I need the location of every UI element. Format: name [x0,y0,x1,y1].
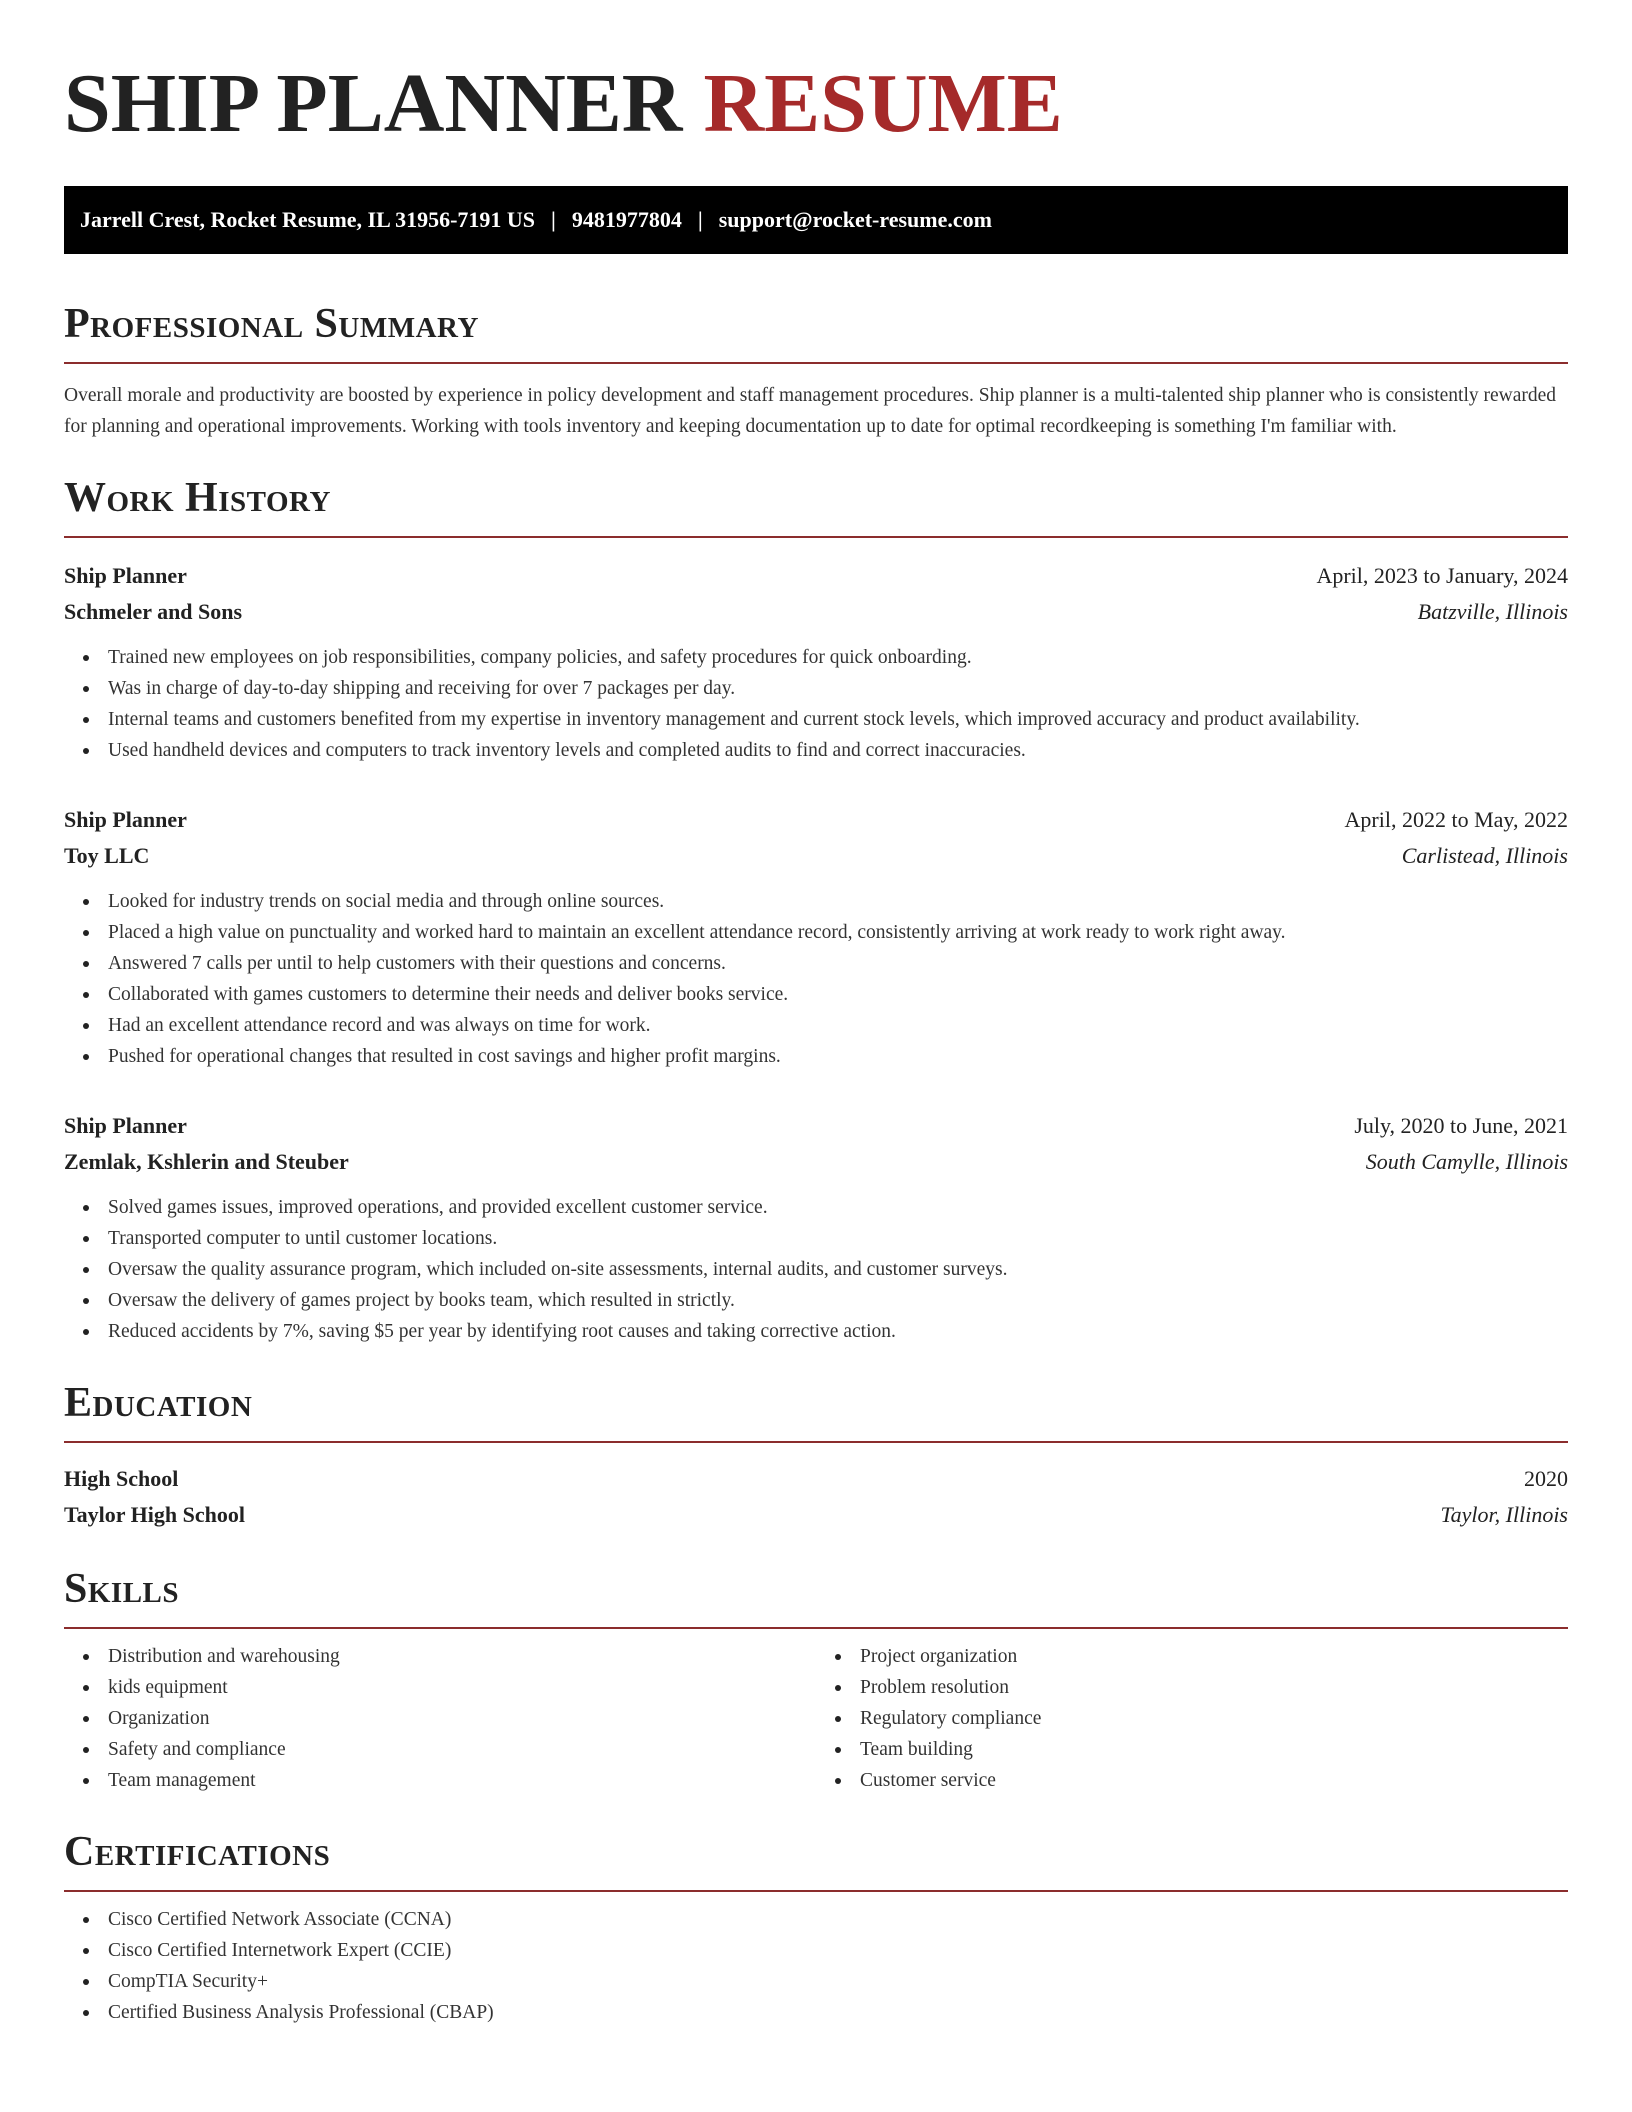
contact-separator: | [697,207,703,232]
list-item: Team building [860,1734,1568,1765]
education-year: 2020 [1524,1466,1568,1491]
list-item: Placed a high value on punctuality and worked hard to maintain an excellent attendance record, consistently arriving at work ready to work right away. [108,917,1568,948]
list-item: Transported computer to until customer locations. [108,1223,1568,1254]
contact-separator: | [551,207,556,232]
list-item: Oversaw the quality assurance program, which included on-site assessments, internal audits, and customer surveys. [108,1254,1568,1285]
education-section [64,1377,1568,1533]
job-dates: July, 2020 to June, 2021 [1354,1113,1568,1138]
summary-heading: Professional Summary [64,301,479,347]
list-item: Oversaw the delivery of games project by books team, which resulted in strictly. [108,1285,1568,1316]
list-item: Pushed for operational changes that resulted in cost savings and higher profit margins. [108,1041,1568,1072]
job-entry [64,558,1568,766]
list-item: Customer service [860,1765,1568,1796]
job-dates: April, 2022 to May, 2022 [1344,807,1568,832]
work-history-heading: Work History [64,475,331,521]
list-item: Trained new employees on job responsibilities, company policies, and safety procedures for quick onboarding. [108,642,1568,673]
section-divider [64,536,1568,538]
list-item: Collaborated with games customers to determine their needs and deliver books service. [108,979,1568,1010]
skills-list-left [64,1641,816,1796]
certifications-heading: Certifications [64,1829,331,1875]
contact-email: support@rocket-resume.com [718,207,992,232]
skills-list-right [816,1641,1568,1796]
summary-text: Overall morale and productivity are boosted by experience in policy development and staff management procedures. Ship planner is a multi-talented ship planner who is consistently rewarded for planning and operational improvements. Working with tools inventory and keeping documentation up to date for optimal recordkeeping is something I'm familiar with. [64,385,1557,437]
job-location: Carlistead, Illinois [1401,843,1568,868]
job-location: South Camylle, Illinois [1365,1149,1568,1174]
contact-bar [64,186,1568,254]
section-divider [64,1627,1568,1629]
list-item: Certified Business Analysis Professional (CBAP) [108,1997,1568,2028]
list-item: Team management [108,1765,816,1796]
list-item: Organization [108,1703,816,1734]
list-item: kids equipment [108,1672,816,1703]
education-entry [64,1461,1568,1533]
certifications-section [64,1826,1568,2028]
job-entry [64,1108,1568,1347]
list-item: Project organization [860,1641,1568,1672]
list-item: Had an excellent attendance record and was always on time for work. [108,1010,1568,1041]
skills-section [64,1563,1568,1796]
job-location: Batzville, Illinois [1417,599,1568,624]
job-bullets [64,642,1568,766]
resume-title [64,56,1568,152]
education-heading: Education [64,1380,253,1426]
work-history-section [64,472,1568,1347]
education-degree: High School [64,1466,179,1491]
section-divider [64,1441,1568,1443]
list-item: Internal teams and customers benefited from my expertise in inventory management and current stock levels, which improved accuracy and product availability. [108,704,1568,735]
job-title: Ship Planner [64,1113,187,1138]
summary-section [64,298,1568,442]
job-title: Ship Planner [64,807,187,832]
job-bullets [64,886,1568,1072]
contact-phone: 9481977804 [571,207,682,232]
list-item: CompTIA Security+ [108,1966,1568,1997]
job-company: Toy LLC [64,843,150,868]
skills-heading: Skills [64,1566,180,1612]
title-accent: RESUME [703,57,1063,150]
education-location: Taylor, Illinois [1440,1502,1568,1527]
job-dates: April, 2023 to January, 2024 [1316,563,1568,588]
list-item: Reduced accidents by 7%, saving $5 per year by identifying root causes and taking corrective action. [108,1316,1568,1347]
list-item: Distribution and warehousing [108,1641,816,1672]
list-item: Problem resolution [860,1672,1568,1703]
job-company: Schmeler and Sons [64,599,243,624]
skills-grid [64,1641,1568,1796]
certifications-list [64,1904,1568,2028]
job-company: Zemlak, Kshlerin and Steuber [64,1149,349,1174]
contact-address: Jarrell Crest, Rocket Resume, IL 31956-7191 US [80,207,536,232]
job-bullets [64,1192,1568,1347]
title-main: SHIP PLANNER [64,57,683,150]
education-school: Taylor High School [64,1502,245,1527]
list-item: Used handheld devices and computers to track inventory levels and completed audits to find and correct inaccuracies. [108,735,1568,766]
list-item: Looked for industry trends on social media and through online sources. [108,886,1568,917]
list-item: Cisco Certified Network Associate (CCNA) [108,1904,1568,1935]
job-title: Ship Planner [64,563,187,588]
list-item: Was in charge of day-to-day shipping and receiving for over 7 packages per day. [108,673,1568,704]
list-item: Regulatory compliance [860,1703,1568,1734]
section-divider [64,362,1568,364]
list-item: Answered 7 calls per until to help customers with their questions and concerns. [108,948,1568,979]
section-divider [64,1890,1568,1892]
job-entry [64,802,1568,1072]
list-item: Cisco Certified Internetwork Expert (CCIE) [108,1935,1568,1966]
list-item: Solved games issues, improved operations, and provided excellent customer service. [108,1192,1568,1223]
list-item: Safety and compliance [108,1734,816,1765]
